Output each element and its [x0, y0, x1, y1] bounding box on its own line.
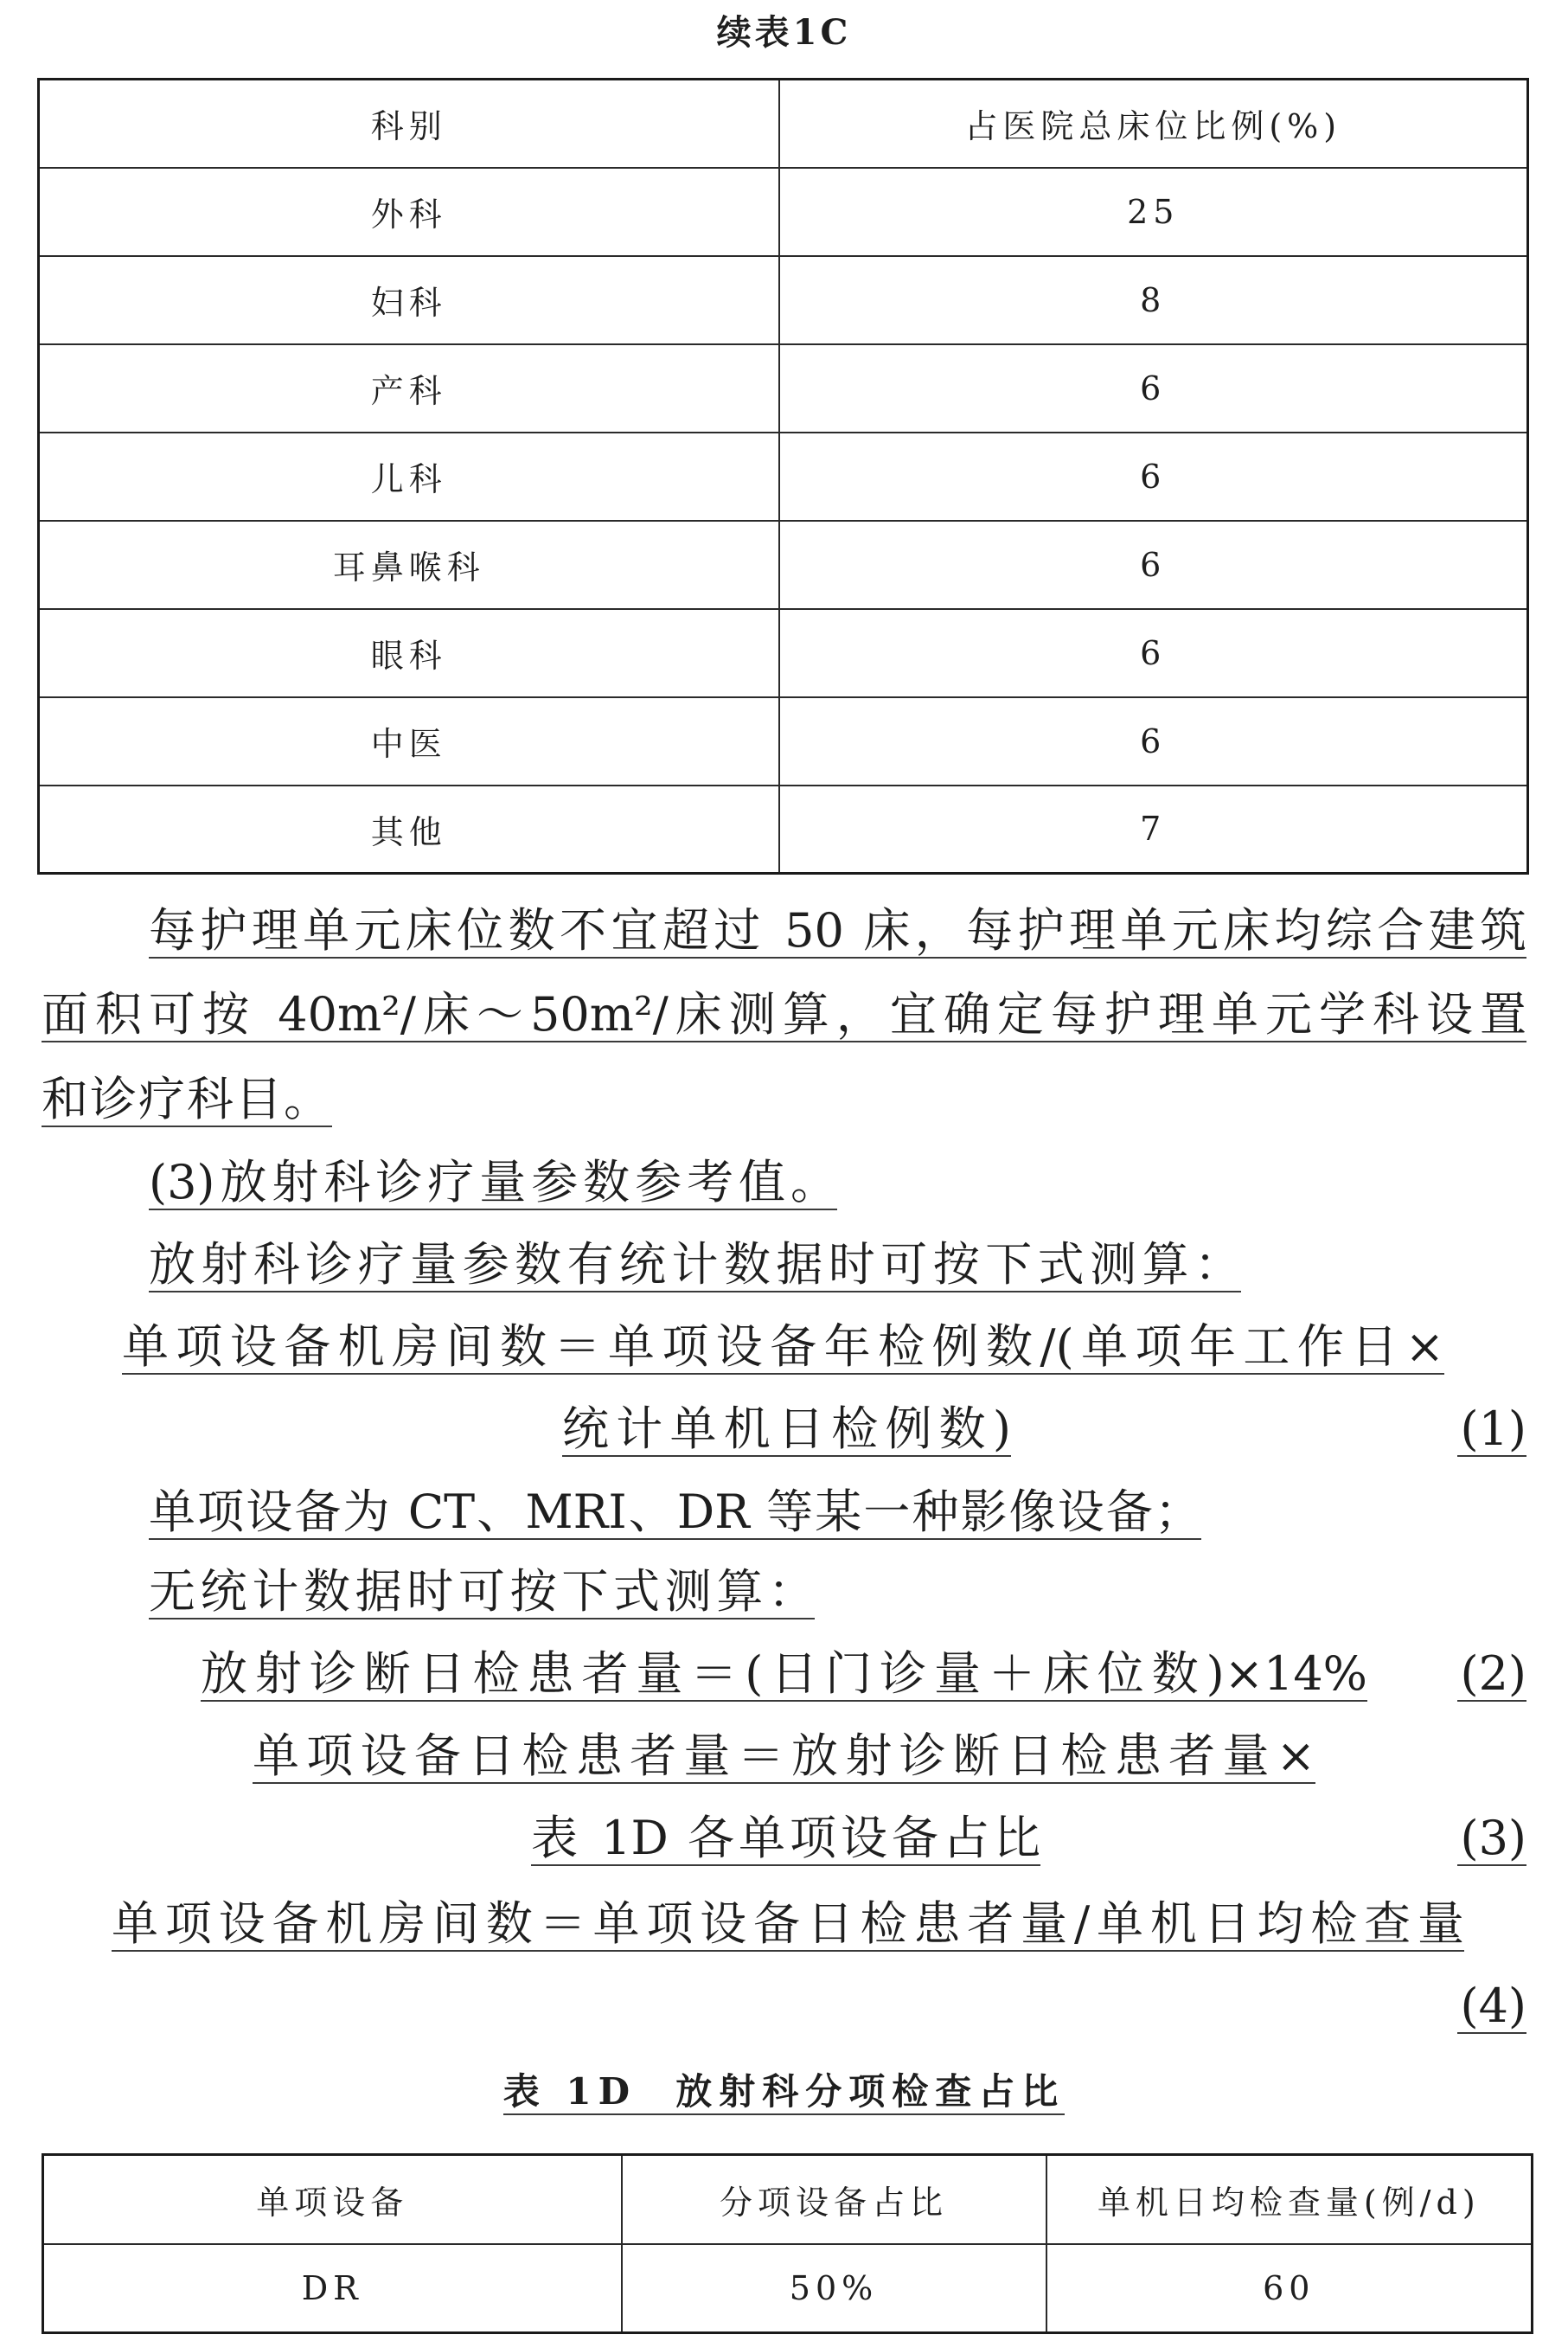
- header-bed-ratio: 占医院总床位比例(%): [779, 80, 1528, 168]
- header-daily-exams: 单机日均检查量(例/d): [1046, 2155, 1533, 2244]
- formula-4-line-1: 单项设备机房间数＝单项设备日检患者量/单机日均检查量: [112, 1896, 1464, 1951]
- cell-department: 产科: [39, 344, 779, 433]
- table-row: [39, 433, 1528, 521]
- formula-3-line-2: 表 1D 各单项设备占比: [531, 1811, 1040, 1865]
- equipment-note: 单项设备为 CT、MRI、DR 等某一种影像设备；: [149, 1485, 1201, 1539]
- formula-1-line-1: 单项设备机房间数＝单项设备年检例数/(单项年工作日×: [122, 1319, 1444, 1374]
- formula-2-line-1: 放射诊断日检患者量＝(日门诊量＋床位数)×14%: [201, 1646, 1367, 1701]
- table-1c-title-row: [0, 11, 1568, 55]
- table-row: [39, 609, 1528, 697]
- cell-department: 其他: [39, 786, 779, 874]
- table-header-row: [43, 2155, 1533, 2244]
- cell-department: 眼科: [39, 609, 779, 697]
- table-row: [39, 786, 1528, 874]
- table-row: [43, 2244, 1533, 2333]
- formula-3-number: (3): [1457, 1812, 1526, 1866]
- cell-department: 儿科: [39, 433, 779, 521]
- cell-bed-ratio: 8: [779, 256, 1528, 344]
- no-statistics-intro: 无统计数据时可按下式测算：: [149, 1564, 815, 1619]
- table-1d-caption: 表 1D 放射科分项检查占比: [503, 2070, 1066, 2115]
- section-heading: (3)放射科诊疗量参数参考值。: [149, 1155, 837, 1209]
- table-row: [39, 697, 1528, 786]
- table-row: [39, 344, 1528, 433]
- cell-equipment-share: 50%: [622, 2244, 1046, 2333]
- header-equipment-share: 分项设备占比: [622, 2155, 1046, 2244]
- bed-paragraph-line-3: 和诊疗科目。: [42, 1072, 332, 1126]
- cell-department: 外科: [39, 168, 779, 256]
- bed-paragraph-line-2: 面积可按 40m²/床～50m²/床测算，宜确定每护理单元学科设置: [42, 987, 1526, 1042]
- cell-department: 耳鼻喉科: [39, 521, 779, 609]
- formula-4-number: (4): [1457, 1980, 1526, 2034]
- cell-department: 妇科: [39, 256, 779, 344]
- header-equipment: 单项设备: [43, 2155, 622, 2244]
- formula-3-line-1: 单项设备日检患者量＝放射诊断日检患者量×: [253, 1728, 1315, 1783]
- bed-paragraph-line-1: 每护理单元床位数不宜超过 50 床，每护理单元床均综合建筑: [149, 903, 1526, 958]
- formula-1-number: (1): [1457, 1403, 1526, 1457]
- cell-daily-exams: 60: [1046, 2244, 1533, 2333]
- table-1d: [42, 2153, 1533, 2334]
- table-row: [39, 521, 1528, 609]
- formula-1-line-2: 统计单机日检例数): [562, 1401, 1011, 1456]
- table-1d-caption-row: [0, 2070, 1568, 2115]
- table-header-row: [39, 80, 1528, 168]
- cell-bed-ratio: 6: [779, 433, 1528, 521]
- cell-bed-ratio: 6: [779, 344, 1528, 433]
- cell-bed-ratio: 6: [779, 697, 1528, 786]
- table-row: [39, 256, 1528, 344]
- cell-department: 中医: [39, 697, 779, 786]
- cell-equipment: DR: [43, 2244, 622, 2333]
- header-department: 科别: [39, 80, 779, 168]
- cell-bed-ratio: 6: [779, 521, 1528, 609]
- cell-bed-ratio: 6: [779, 609, 1528, 697]
- table-row: [39, 168, 1528, 256]
- table-1c-title: 续表1C: [716, 12, 852, 53]
- table-1c: [37, 78, 1529, 875]
- statistics-intro: 放射科诊疗量参数有统计数据时可按下式测算：: [149, 1237, 1241, 1292]
- cell-bed-ratio: 7: [779, 786, 1528, 874]
- formula-2-number: (2): [1457, 1648, 1526, 1702]
- cell-bed-ratio: 25: [779, 168, 1528, 256]
